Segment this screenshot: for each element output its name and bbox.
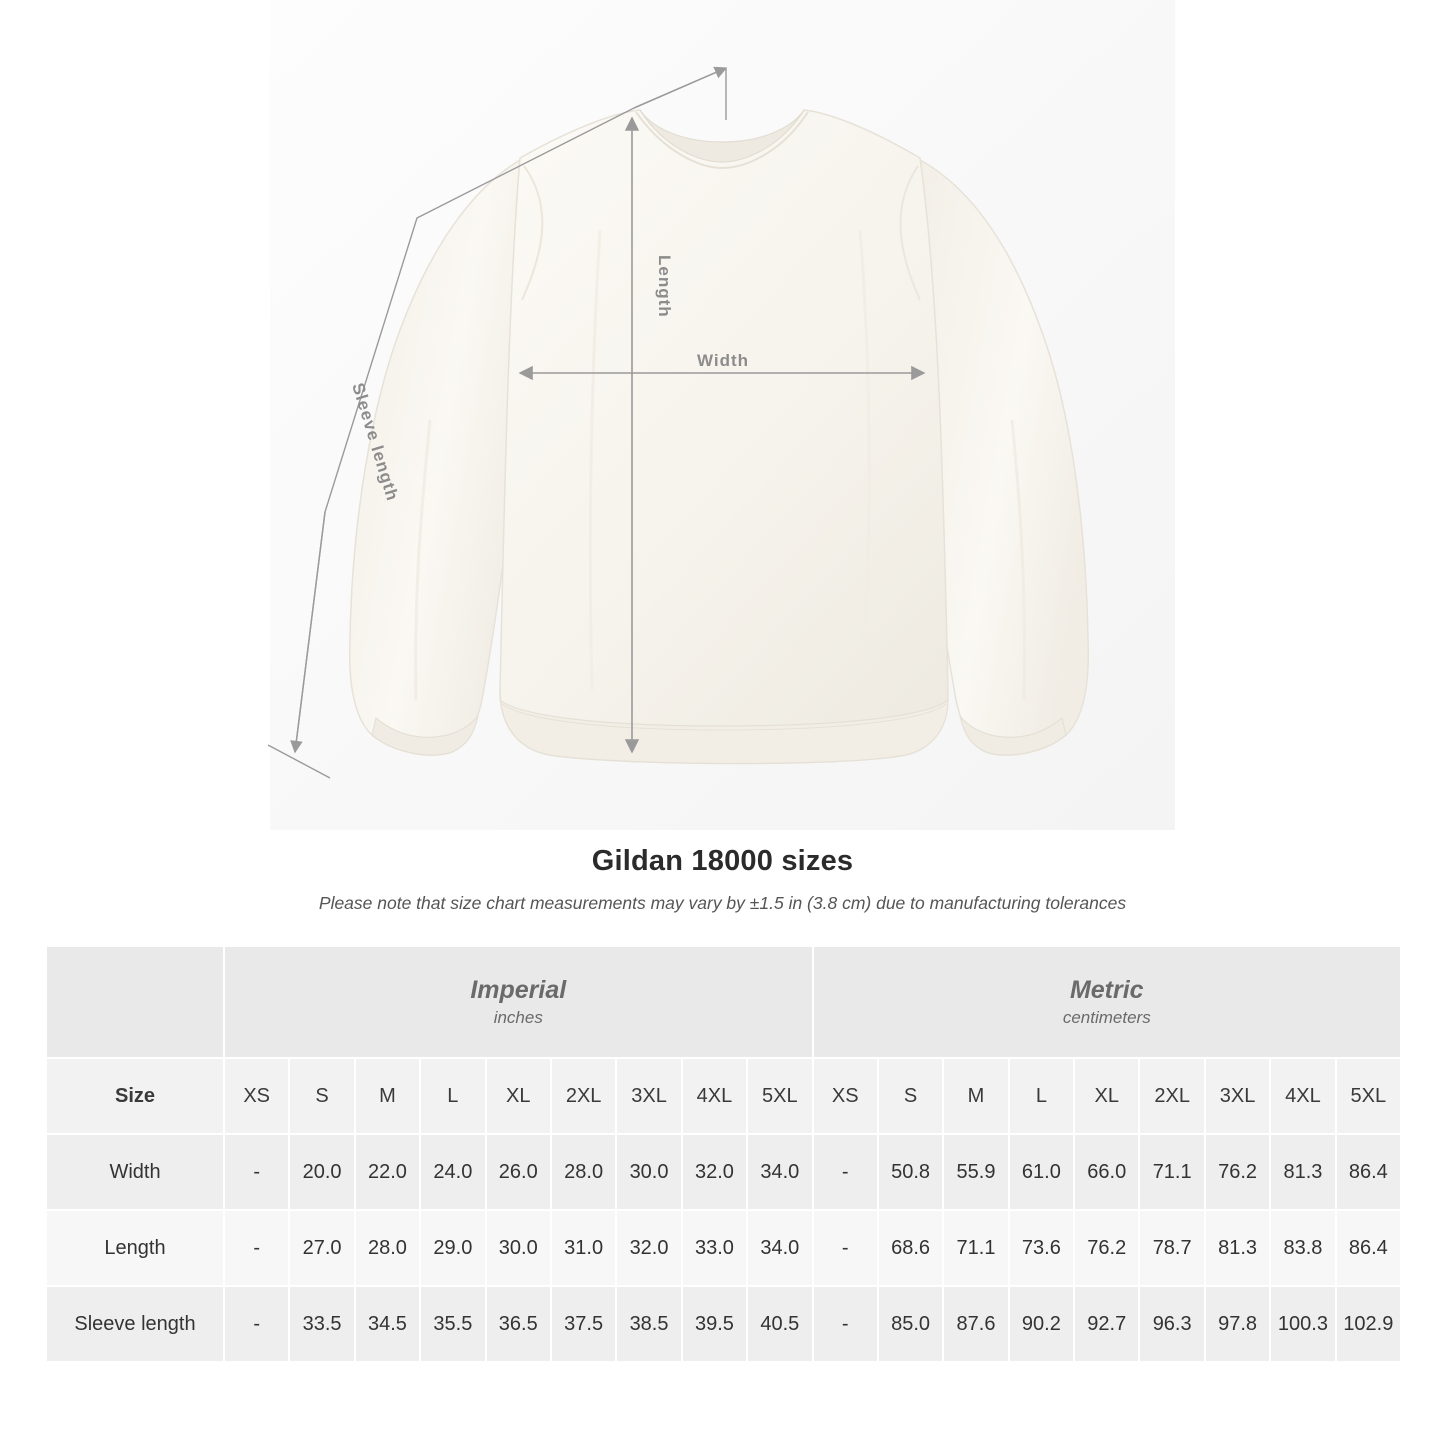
cell-width-metric-s: 50.8	[878, 1134, 943, 1210]
cell-length-metric-xl: 76.2	[1074, 1210, 1139, 1286]
cell-width-metric-xs: -	[813, 1134, 878, 1210]
header-metric-xl: XL	[1074, 1058, 1139, 1134]
cell-length-metric-5xl: 86.4	[1336, 1210, 1401, 1286]
cell-sleeve-imperial-4xl: 39.5	[682, 1286, 747, 1362]
size-table	[45, 945, 1402, 1363]
header-imperial-s: S	[289, 1058, 354, 1134]
cell-width-imperial-m: 22.0	[355, 1134, 420, 1210]
cell-length-metric-s: 68.6	[878, 1210, 943, 1286]
header-metric-2xl: 2XL	[1139, 1058, 1204, 1134]
cell-sleeve-metric-4xl: 100.3	[1270, 1286, 1335, 1362]
cell-sleeve-imperial-2xl: 37.5	[551, 1286, 616, 1362]
cell-sleeve-metric-s: 85.0	[878, 1286, 943, 1362]
cell-length-imperial-xs: -	[224, 1210, 289, 1286]
header-imperial-m: M	[355, 1058, 420, 1134]
header-imperial-xl: XL	[486, 1058, 551, 1134]
cell-length-imperial-5xl: 34.0	[747, 1210, 812, 1286]
unit-group-spacer	[46, 946, 224, 1058]
cell-width-metric-4xl: 81.3	[1270, 1134, 1335, 1210]
row-label-width: Width	[46, 1134, 224, 1210]
cell-width-imperial-4xl: 32.0	[682, 1134, 747, 1210]
table-row	[46, 1286, 1401, 1362]
cell-sleeve-metric-3xl: 97.8	[1205, 1286, 1270, 1362]
cell-sleeve-imperial-3xl: 38.5	[616, 1286, 681, 1362]
cell-sleeve-imperial-xl: 36.5	[486, 1286, 551, 1362]
chart-subtitle: Please note that size chart measurements may vary by ±1.5 in (3.8 cm) due to manufacturing tolerances	[318, 893, 1127, 913]
header-metric-xs: XS	[813, 1058, 878, 1134]
cell-sleeve-metric-2xl: 96.3	[1139, 1286, 1204, 1362]
cell-length-imperial-xl: 30.0	[486, 1210, 551, 1286]
cell-length-imperial-3xl: 32.0	[616, 1210, 681, 1286]
cell-length-imperial-s: 27.0	[289, 1210, 354, 1286]
unit-group-metric	[813, 946, 1402, 1058]
row-label-length: Length	[46, 1210, 224, 1286]
size-table-wrapper	[45, 945, 1401, 1363]
cell-length-metric-xs: -	[813, 1210, 878, 1286]
header-metric-4xl: 4XL	[1270, 1058, 1335, 1134]
cell-width-imperial-xs: -	[224, 1134, 289, 1210]
cell-sleeve-metric-m: 87.6	[943, 1286, 1008, 1362]
cell-length-imperial-l: 29.0	[420, 1210, 485, 1286]
cell-sleeve-metric-5xl: 102.9	[1336, 1286, 1401, 1362]
header-imperial-l: L	[420, 1058, 485, 1134]
cell-sleeve-imperial-l: 35.5	[420, 1286, 485, 1362]
header-imperial-xs: XS	[224, 1058, 289, 1134]
unit-group-imperial	[224, 946, 813, 1058]
cell-width-metric-l: 61.0	[1009, 1134, 1074, 1210]
cell-width-imperial-s: 20.0	[289, 1134, 354, 1210]
sleeve-length-label: Sleeve length	[348, 380, 403, 504]
unit-group-metric-name: Metric	[1069, 975, 1144, 1004]
header-imperial-4xl: 4XL	[682, 1058, 747, 1134]
cell-width-metric-xl: 66.0	[1074, 1134, 1139, 1210]
cell-sleeve-imperial-5xl: 40.5	[747, 1286, 812, 1362]
cell-sleeve-metric-xl: 92.7	[1074, 1286, 1139, 1362]
table-row	[46, 1210, 1401, 1286]
cell-width-imperial-5xl: 34.0	[747, 1134, 812, 1210]
unit-group-row	[46, 946, 1401, 1058]
cell-sleeve-imperial-xs: -	[224, 1286, 289, 1362]
unit-group-imperial-unit: inches	[493, 1008, 543, 1028]
header-metric-l: L	[1009, 1058, 1074, 1134]
header-imperial-2xl: 2XL	[551, 1058, 616, 1134]
header-size: Size	[46, 1058, 224, 1134]
cell-width-imperial-xl: 26.0	[486, 1134, 551, 1210]
header-imperial-3xl: 3XL	[616, 1058, 681, 1134]
cell-length-metric-2xl: 78.7	[1139, 1210, 1204, 1286]
cell-length-metric-m: 71.1	[943, 1210, 1008, 1286]
row-label-sleeve-length: Sleeve length	[46, 1286, 224, 1362]
cell-width-metric-m: 55.9	[943, 1134, 1008, 1210]
table-header-row	[46, 1058, 1401, 1134]
width-label: Width	[696, 351, 750, 370]
header-metric-5xl: 5XL	[1336, 1058, 1401, 1134]
cell-length-imperial-2xl: 31.0	[551, 1210, 616, 1286]
header-metric-m: M	[943, 1058, 1008, 1134]
header-metric-s: S	[878, 1058, 943, 1134]
cell-length-metric-4xl: 83.8	[1270, 1210, 1335, 1286]
length-label: Length	[655, 255, 674, 318]
cell-width-metric-3xl: 76.2	[1205, 1134, 1270, 1210]
cell-width-imperial-2xl: 28.0	[551, 1134, 616, 1210]
cell-width-imperial-3xl: 30.0	[616, 1134, 681, 1210]
unit-group-metric-unit: centimeters	[1062, 1008, 1151, 1028]
header-metric-3xl: 3XL	[1205, 1058, 1270, 1134]
cell-sleeve-imperial-s: 33.5	[289, 1286, 354, 1362]
header-imperial-5xl: 5XL	[747, 1058, 812, 1134]
chart-title: Gildan 18000 sizes	[591, 845, 854, 877]
cell-width-metric-2xl: 71.1	[1139, 1134, 1204, 1210]
cell-length-imperial-4xl: 33.0	[682, 1210, 747, 1286]
cell-length-metric-l: 73.6	[1009, 1210, 1074, 1286]
cell-width-metric-5xl: 86.4	[1336, 1134, 1401, 1210]
cell-length-imperial-m: 28.0	[355, 1210, 420, 1286]
cell-sleeve-imperial-m: 34.5	[355, 1286, 420, 1362]
table-row	[46, 1134, 1401, 1210]
cell-length-metric-3xl: 81.3	[1205, 1210, 1270, 1286]
cell-sleeve-metric-l: 90.2	[1009, 1286, 1074, 1362]
cell-width-imperial-l: 24.0	[420, 1134, 485, 1210]
cell-sleeve-metric-xs: -	[813, 1286, 878, 1362]
unit-group-imperial-name: Imperial	[470, 975, 567, 1004]
